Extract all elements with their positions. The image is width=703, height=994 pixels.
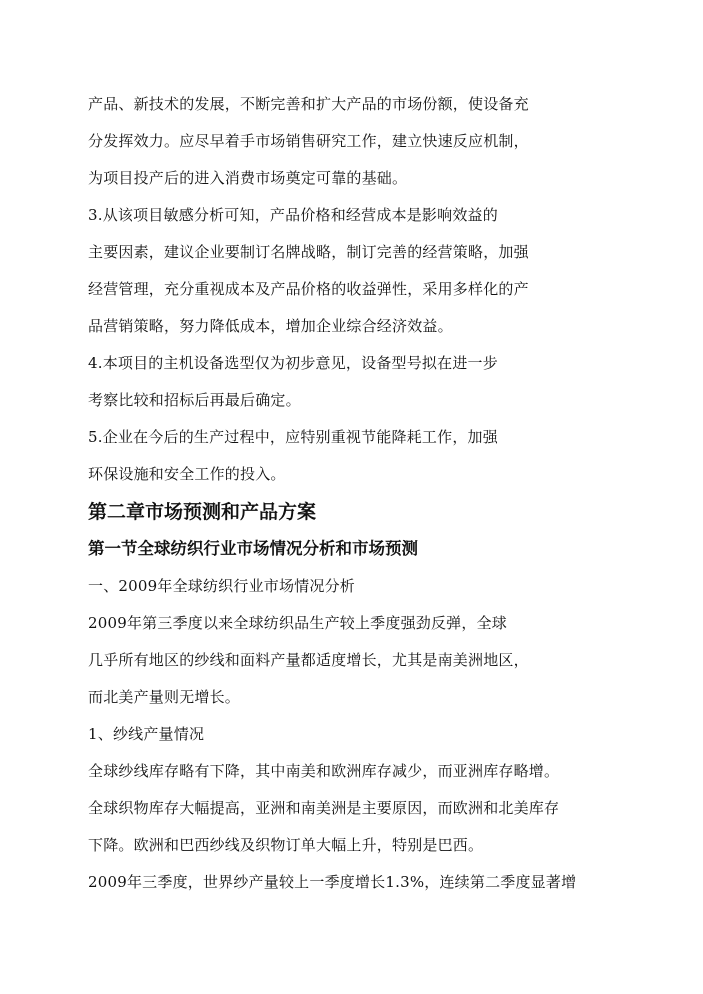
paragraph-line: 分发挥效力。应尽早着手市场销售研究工作，建立快速反应机制， bbox=[88, 132, 529, 150]
paragraph-line: 产品、新技术的发展，不断完善和扩大产品的市场份额，使设备充 bbox=[88, 95, 529, 113]
paragraph-line: 3.从该项目敏感分析可知，产品价格和经营成本是影响效益的 bbox=[88, 206, 498, 224]
subsection-heading: 1、纱线产量情况 bbox=[88, 725, 205, 743]
paragraph-line: 而北美产量则无增长。 bbox=[88, 688, 241, 706]
paragraph-line: 全球织物库存大幅提高，亚洲和南美洲是主要原因，而欧洲和北美库存 bbox=[88, 799, 560, 817]
paragraph-line: 5.企业在今后的生产过程中，应特别重视节能降耗工作，加强 bbox=[88, 428, 498, 446]
paragraph-line: 经营管理，充分重视成本及产品价格的收益弹性，采用多样化的产 bbox=[88, 280, 529, 298]
paragraph-line: 2009年三季度，世界纱产量较上一季度增长1.3%，连续第二季度显著增 bbox=[88, 873, 577, 891]
paragraph-line: 2009年第三季度以来全球纺织品生产较上季度强劲反弹，全球 bbox=[88, 614, 507, 632]
paragraph-line: 下降。欧洲和巴西纱线及织物订单大幅上升，特别是巴西。 bbox=[88, 836, 484, 854]
paragraph-line: 几乎所有地区的纱线和面料产量都适度增长，尤其是南美洲地区， bbox=[88, 651, 529, 669]
paragraph-line: 4.本项目的主机设备选型仅为初步意见，设备型号拟在进一步 bbox=[88, 354, 498, 372]
section-title: 第一节全球纺织行业市场情况分析和市场预测 bbox=[88, 539, 418, 558]
paragraph-line: 全球纱线库存略有下降，其中南美和欧洲库存减少，而亚洲库存略增。 bbox=[88, 762, 560, 780]
paragraph-line: 考察比较和招标后再最后确定。 bbox=[88, 391, 301, 409]
paragraph-line: 为项目投产后的进入消费市场奠定可靠的基础。 bbox=[88, 169, 408, 187]
subsection-heading: 一、2009年全球纺织行业市场情况分析 bbox=[88, 577, 355, 595]
chapter-title: 第二章市场预测和产品方案 bbox=[88, 501, 317, 523]
paragraph-line: 主要因素，建议企业要制订名牌战略，制订完善的经营策略，加强 bbox=[88, 243, 529, 261]
paragraph-line: 品营销策略，努力降低成本，增加企业综合经济效益。 bbox=[88, 317, 453, 335]
paragraph-line: 环保设施和安全工作的投入。 bbox=[88, 465, 286, 483]
